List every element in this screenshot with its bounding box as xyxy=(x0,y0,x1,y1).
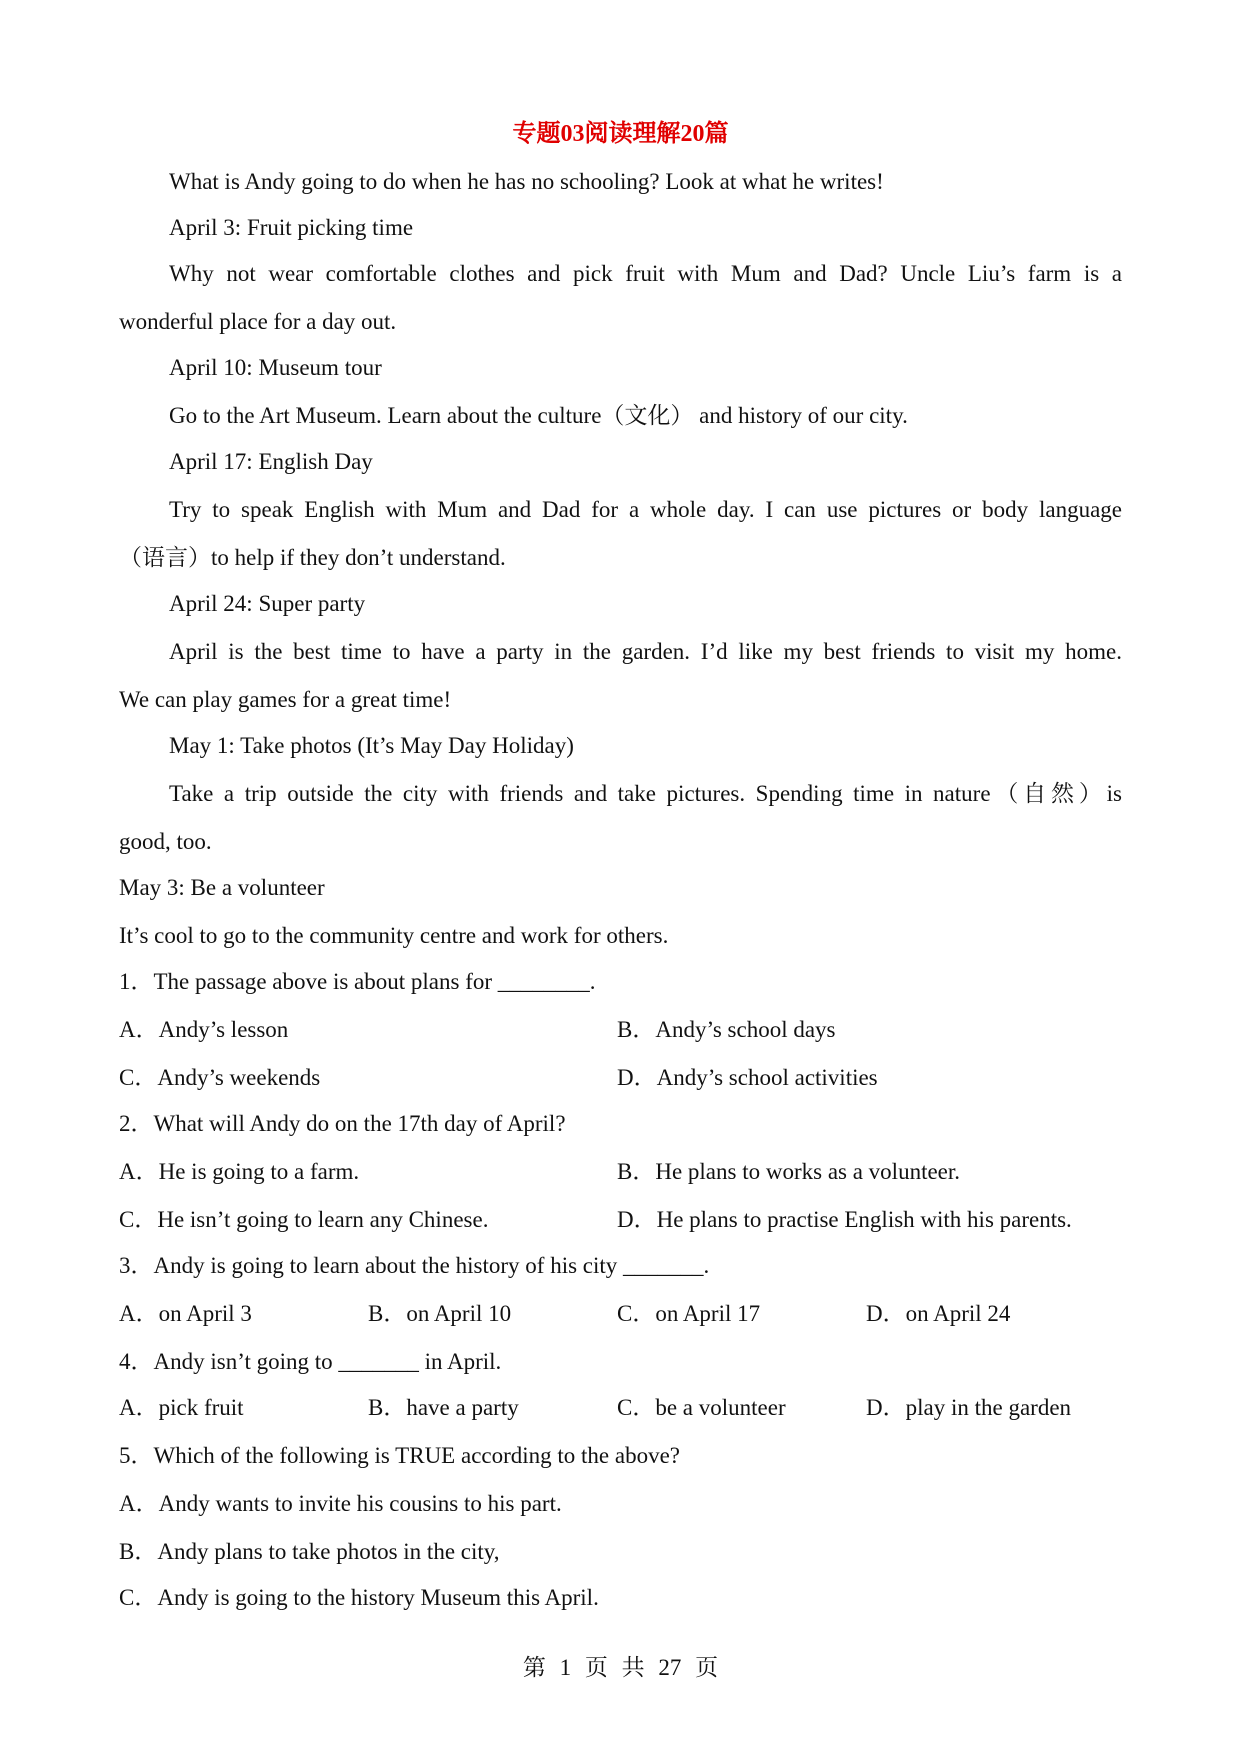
option-c[interactable]: C．He isn’t going to learn any Chinese. xyxy=(119,1207,489,1232)
entry-heading: May 3: Be a volunteer xyxy=(119,875,325,900)
option-a[interactable]: A．pick fruit xyxy=(119,1395,244,1420)
entry-body: wonderful place for a day out. xyxy=(119,309,397,334)
entry-body: It’s cool to go to the community centre and work for others. xyxy=(119,923,669,948)
option-d[interactable]: D．play in the garden xyxy=(866,1395,1072,1420)
option-a[interactable]: A．Andy’s lesson xyxy=(119,1017,289,1042)
passage-intro: What is Andy going to do when he has no schooling? Look at what he writes! xyxy=(169,169,884,194)
option-a[interactable]: A．on April 3 xyxy=(119,1301,252,1326)
question-3: 3．Andy is going to learn about the history of his city _______. xyxy=(119,1253,710,1278)
option-a[interactable]: A．He is going to a farm. xyxy=(119,1159,360,1184)
option-d[interactable]: D．Andy’s school activities xyxy=(617,1065,878,1090)
option-c[interactable]: C．on April 17 xyxy=(617,1301,761,1326)
entry-body: good, too. xyxy=(119,829,212,854)
option-a[interactable]: A．Andy wants to invite his cousins to his part. xyxy=(119,1491,562,1516)
entry-heading: May 1: Take photos (It’s May Day Holiday) xyxy=(169,733,574,758)
entry-body: Go to the Art Museum. Learn about the culture（文化） and history of our city. xyxy=(169,403,908,428)
option-b[interactable]: B．Andy plans to take photos in the city, xyxy=(119,1539,500,1564)
question-2: 2．What will Andy do on the 17th day of April? xyxy=(119,1111,566,1136)
option-b[interactable]: B．on April 10 xyxy=(368,1301,512,1326)
question-1: 1．The passage above is about plans for ________. xyxy=(119,969,596,994)
entry-body: Try to speak English with Mum and Dad for a whole day. I can use pictures or body language xyxy=(169,497,1122,522)
question-5: 5．Which of the following is TRUE according to the above? xyxy=(119,1443,681,1468)
option-d[interactable]: D．on April 24 xyxy=(866,1301,1011,1326)
entry-heading: April 24: Super party xyxy=(169,591,366,616)
entry-body: We can play games for a great time! xyxy=(119,687,452,712)
question-4: 4．Andy isn’t going to _______ in April. xyxy=(119,1349,502,1374)
option-b[interactable]: B．have a party xyxy=(368,1395,519,1420)
option-b[interactable]: B．Andy’s school days xyxy=(617,1017,836,1042)
entry-body: （语言）to help if they don’t understand. xyxy=(119,545,506,570)
entry-body: Take a trip outside the city with friends and take pictures. Spending time in nature（自然）is xyxy=(169,781,1122,806)
page-title: 专题03阅读理解20篇 xyxy=(512,121,729,147)
entry-body: Why not wear comfortable clothes and pick fruit with Mum and Dad? Uncle Liu’s farm is a xyxy=(169,261,1122,286)
option-c[interactable]: C．Andy is going to the history Museum this April. xyxy=(119,1585,599,1610)
option-c[interactable]: C．Andy’s weekends xyxy=(119,1065,321,1090)
page-number-footer: 第 1 页 共 27 页 xyxy=(522,1655,719,1680)
option-d[interactable]: D．He plans to practise English with his parents. xyxy=(617,1207,1072,1232)
entry-heading: April 10: Museum tour xyxy=(169,355,382,380)
option-b[interactable]: B．He plans to works as a volunteer. xyxy=(617,1159,961,1184)
entry-body: April is the best time to have a party in the garden. I’d like my best friends to visit my home. xyxy=(169,639,1122,664)
entry-heading: April 3: Fruit picking time xyxy=(169,215,414,240)
option-c[interactable]: C．be a volunteer xyxy=(617,1395,786,1420)
entry-heading: April 17: English Day xyxy=(169,449,373,474)
